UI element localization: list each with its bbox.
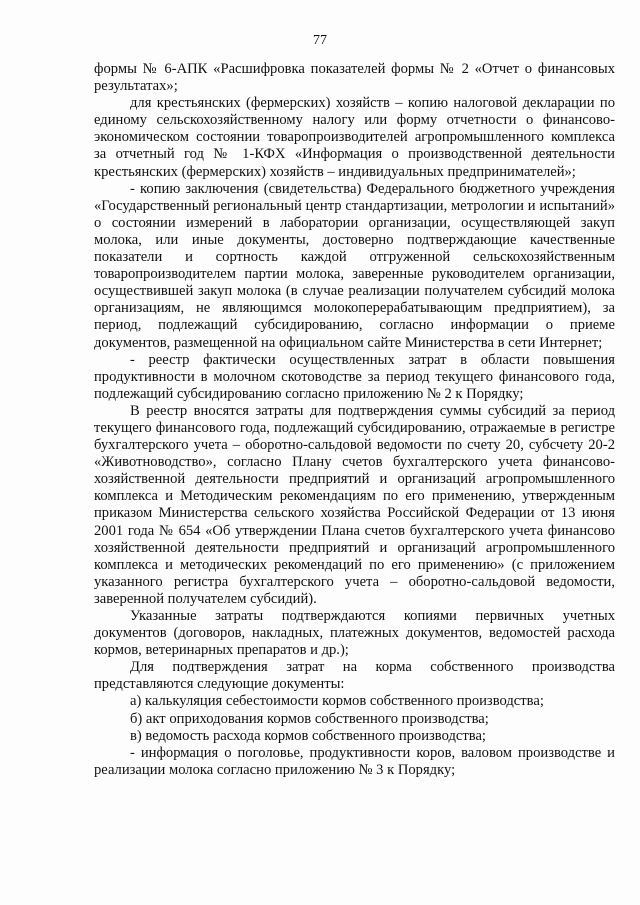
paragraph: для крестьянских (фермерских) хозяйств – копию налоговой декларации по единому сельскохозяйственному налогу или форму отчетности о финансово-экономическом состоянии товаропроизводителей агропромышленного комплекса за отчетный год № 1-КФХ «Информация о производственной деятельности крестьянских (фермерских) хозяйств – индивидуальных предпринимателей»; (94, 95, 615, 180)
paragraph: В реестр вносятся затраты для подтверждения суммы субсидий за период текущего финансового года, подлежащий субсидированию, отражаемые в регистре бухгалтерского учета – оборотно-сальдовой ведомости по счету 20, субсчету 20-2 «Животноводство», согласно Плану счетов бухгалтерского учета финансово-хозяйственной деятельности предприятий и организаций агропромышленного комплекса и Методическим рекомендациям по его применению, утвержденным приказом Министерства сельского хозяйства Российской Федерации от 13 июня 2001 года № 654 «Об утверждении Плана счетов бухгалтерского учета финансово хозяйственной деятельности предприятий и организаций агропромышленного комплекса и методических рекомендаций по его применению» (с приложением указанного регистра бухгалтерского учета – оборотно-сальдовой ведомости, заверенной получателем субсидий). (94, 402, 615, 607)
list-item: а) калькуляция себестоимости кормов собственного производства; (130, 693, 544, 710)
paragraph: формы № 6-АПК «Расшифровка показателей формы № 2 «Отчет о финансовых результатах»; (94, 61, 615, 95)
paragraph: - информация о поголовье, продуктивности коров, валовом производстве и реализации молока согласно приложению № 3 к Порядку; (94, 744, 615, 778)
document-body (94, 61, 615, 779)
paragraph: Указанные затраты подтверждаются копиями первичных учетных документов (договоров, накладных, платежных документов, ведомостей расхода кормов, ветеринарных препаратов и др.); (94, 608, 615, 659)
paragraph: - копию заключения (свидетельства) Федерального бюджетного учреждения «Государственный региональный центр стандартизации, метрологии и испытаний» о состоянии измерений в лаборатории организации, осуществляющей закуп молока, или иные документы, достоверно подтверждающие качественные показатели и сортность каждой отгруженной сельскохозяйственным товаропроизводителем партии молока, заверенные руководителем организации, осуществившей закуп молока (в случае реализации получателем субсидий молока организациям, не являющимся молокоперерабатывающим предприятием), за период, подлежащий субсидированию, согласно информации о приеме документов, размещенной на официальном сайте Министерства в сети Интернет; (94, 180, 615, 351)
list-item: б) акт оприходования кормов собственного производства; (130, 710, 489, 727)
paragraph: Для подтверждения затрат на корма собственного производства представляются следующие документы: (94, 659, 615, 693)
paragraph: - реестр фактически осуществленных затрат в области повышения продуктивности в молочном скотоводстве за период текущего финансового года, подлежащий субсидированию согласно приложению № 2 к Порядку; (94, 351, 615, 402)
page-number: 77 (313, 33, 327, 48)
list-item: в) ведомость расхода кормов собственного производства; (130, 727, 486, 744)
